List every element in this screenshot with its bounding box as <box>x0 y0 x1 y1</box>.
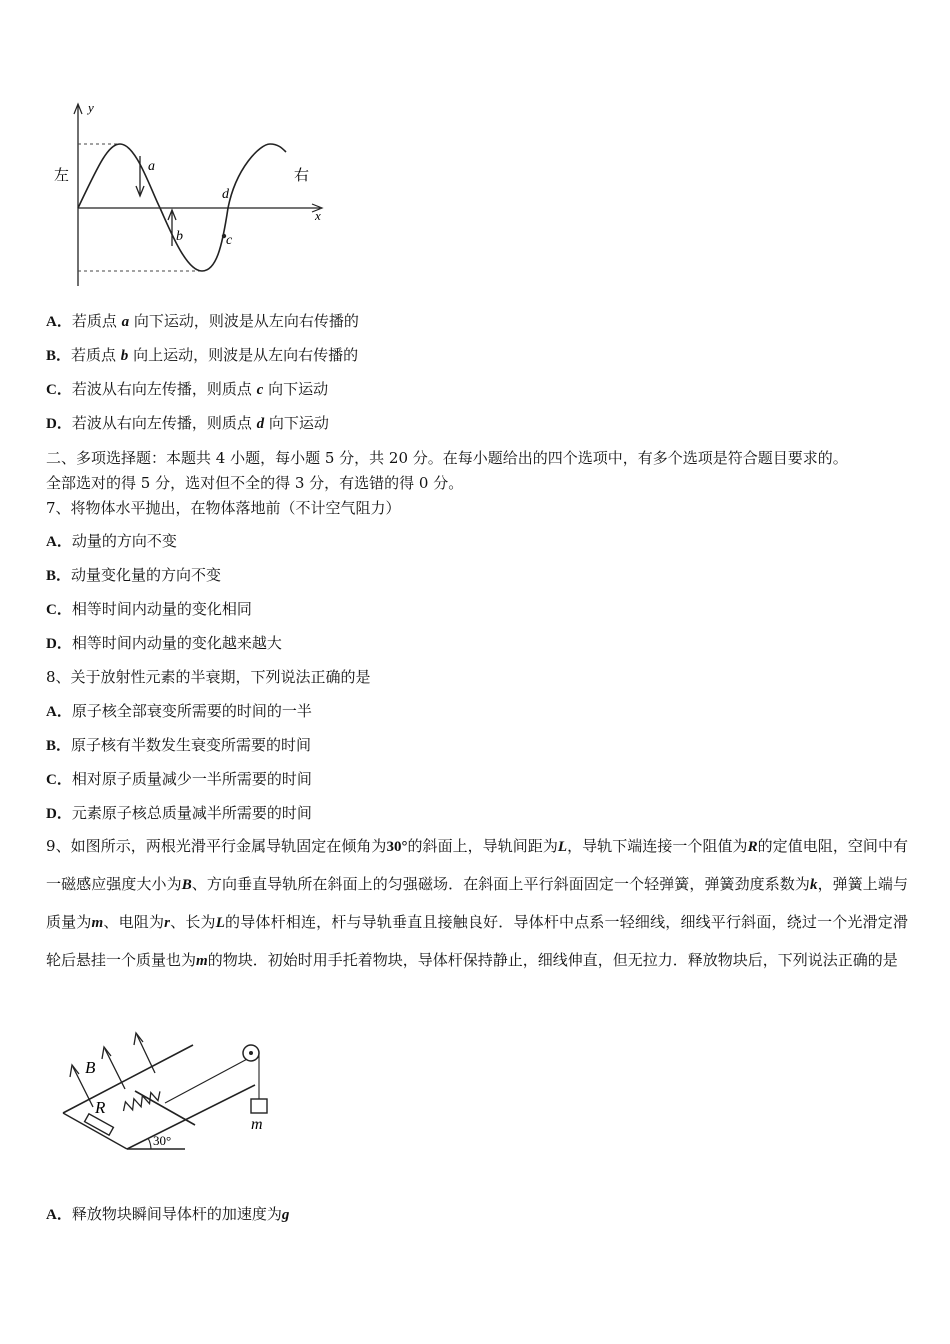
option-letter: A． <box>46 314 72 330</box>
field-arrow-2 <box>105 1049 125 1089</box>
option-text: 元素原子核总质量减半所需要的时间 <box>71 804 312 822</box>
option-letter: C． <box>46 772 72 788</box>
q7-option-a <box>46 531 177 552</box>
option-text: 动量的方向不变 <box>71 532 177 550</box>
conductor-rod <box>135 1091 195 1125</box>
option-text: 若波从右向左传播，则质点 <box>71 380 257 398</box>
variable: k <box>810 877 818 893</box>
option-letter: A． <box>46 704 72 720</box>
variable: B <box>181 877 192 893</box>
field-label: B <box>85 1058 96 1077</box>
option-text: 向上运动，则波是从左向右传播的 <box>128 346 359 364</box>
option-text: 原子核有半数发生衰变所需要的时间 <box>71 736 312 754</box>
point-d-label: d <box>222 187 229 202</box>
q8-stem: 8、关于放射性元素的半衰期，下列说法正确的是 <box>46 668 371 686</box>
q8-option-d <box>46 803 312 824</box>
q9-stem <box>46 828 908 980</box>
x-axis-label: x <box>315 208 321 223</box>
spring <box>121 1089 163 1112</box>
option-letter: B． <box>46 348 72 364</box>
option-letter: C． <box>46 602 72 618</box>
stem-text: 、电阻为 <box>103 913 165 931</box>
variable: R <box>747 839 758 855</box>
option-text: 若质点 <box>71 312 122 330</box>
q7-option-c <box>46 599 252 620</box>
upper-rail <box>63 1045 193 1113</box>
stem-text: 、方向垂直导轨所在斜面上的匀强磁场．在斜面上平行斜面固定一个轻弹簧，弹簧劲度系数为 <box>191 875 810 893</box>
angle-value: 30° <box>386 839 408 855</box>
string <box>165 1057 251 1103</box>
q7-stem: 7、将物体水平抛出，在物体落地前（不计空气阻力） <box>46 499 401 517</box>
pulley-axle <box>249 1051 253 1055</box>
option-text: 若质点 <box>71 346 121 364</box>
variable: c <box>256 382 264 398</box>
option-letter: C． <box>46 382 72 398</box>
wave-figure <box>50 98 340 293</box>
option-text: 若波从右向左传播，则质点 <box>71 414 257 432</box>
variable: r <box>164 915 170 931</box>
stem-text: ，导轨下端连接一个阻值为 <box>567 837 748 855</box>
q9-option-a <box>46 1204 289 1225</box>
option-text: 向下运动 <box>263 380 329 398</box>
variable: m <box>196 953 208 969</box>
option-text: 相等时间内动量的变化相同 <box>71 600 252 618</box>
option-letter: A． <box>46 1207 72 1223</box>
resistor-label: R <box>95 1098 106 1117</box>
option-text: 向下运动 <box>264 414 329 432</box>
variable: a <box>121 314 130 330</box>
q6-option-d <box>46 413 329 434</box>
option-letter: B． <box>46 568 72 584</box>
variable: d <box>256 416 265 432</box>
q7-option-d <box>46 633 282 654</box>
right-direction-label: 右 <box>294 166 310 184</box>
angle-label: 30° <box>153 1133 172 1148</box>
q6-option-c <box>46 379 328 400</box>
y-axis-label: y <box>88 100 94 115</box>
option-text: 动量变化量的方向不变 <box>71 566 222 584</box>
variable: g <box>281 1207 290 1223</box>
option-letter: D． <box>46 416 72 432</box>
stem-text: 、长为 <box>169 913 216 931</box>
q8-option-a <box>46 701 312 722</box>
left-direction-label: 左 <box>54 166 70 184</box>
section2-line1: 二、多项选择题：本题共 4 小题，每小题 5 分，共 20 分。在每小题给出的四个选项中，有多个选项是符合题目要求的。 <box>46 449 848 467</box>
block-mass-label: m <box>251 1116 263 1133</box>
stem-text: 9、如图所示，两根光滑平行金属导轨固定在倾角为 <box>46 837 387 855</box>
stem-text: 的导体杆相连，杆与导轨垂直且接触良好．导体杆中点系一轻细线，细线平行斜面，绕过一个光滑定滑轮后悬挂一个质量也为 <box>46 913 908 969</box>
option-letter: D． <box>46 806 72 822</box>
q8-option-c <box>46 769 312 790</box>
option-letter: A． <box>46 534 72 550</box>
q6-option-a <box>46 311 359 332</box>
stem-text: 的物块．初始时用手托着物块，导体杆保持静止，细线伸直，但无拉力．释放物块后，下列说法正确的是 <box>207 951 898 969</box>
variable: L <box>215 915 225 931</box>
option-text: 原子核全部衰变所需要的时间的一半 <box>71 702 312 720</box>
q6-option-b <box>46 345 358 366</box>
stem-text: ，弹簧上端与质量为 <box>46 875 908 931</box>
variable: L <box>557 839 568 855</box>
option-letter: D． <box>46 636 72 652</box>
point-a-label: a <box>148 159 155 174</box>
stem-text: 的斜面上，导轨间距为 <box>407 837 558 855</box>
lower-rail <box>127 1085 255 1149</box>
stem-text: 的定值电阻，空间中有一磁感应强度大小为 <box>46 837 908 893</box>
q7-option-b <box>46 565 221 586</box>
variable: b <box>120 348 129 364</box>
section2-line2: 全部选对的得 5 分，选对但不全的得 3 分，有选错的得 0 分。 <box>46 474 464 492</box>
point-b-label: b <box>176 229 183 244</box>
field-arrow-3 <box>137 1035 155 1073</box>
option-letter: B． <box>46 738 72 754</box>
incline-figure <box>55 1025 285 1155</box>
hanging-block <box>251 1099 267 1113</box>
option-text: 相对原子质量减少一半所需要的时间 <box>71 770 312 788</box>
angle-arc <box>148 1138 151 1149</box>
point-c-label: c <box>226 233 233 248</box>
option-text: 向下运动，则波是从左向右传播的 <box>129 312 359 330</box>
option-text: 相等时间内动量的变化越来越大 <box>71 634 282 652</box>
variable: m <box>91 915 104 931</box>
option-text: 释放物块瞬间导体杆的加速度为 <box>71 1205 282 1223</box>
q8-option-b <box>46 735 311 756</box>
